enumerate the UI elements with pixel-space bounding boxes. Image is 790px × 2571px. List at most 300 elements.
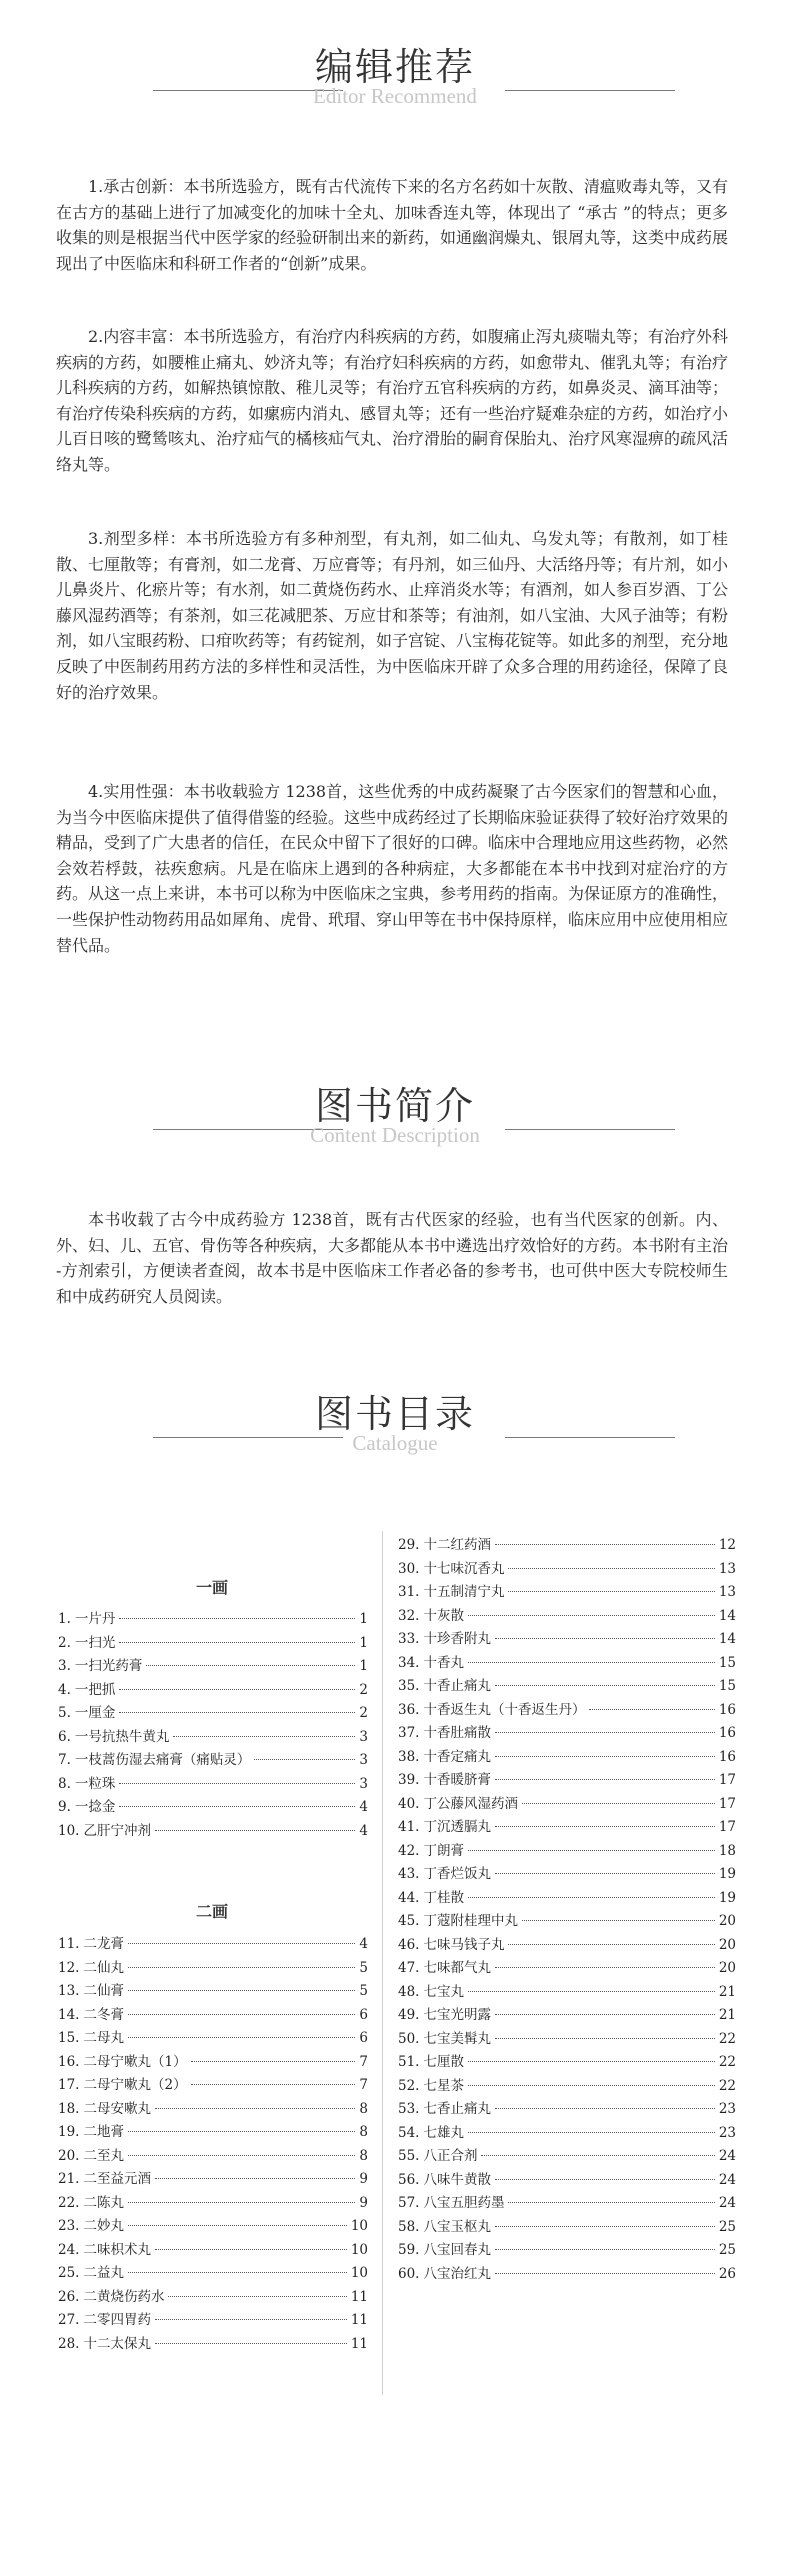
entry-name: 八味牛黄散: [423, 2171, 491, 2188]
content-description-header: [0, 1075, 790, 1155]
dot-leader: [128, 2037, 355, 2038]
entry-number: 6.: [58, 1728, 71, 1745]
catalogue-entry: [398, 1933, 736, 1957]
recommend-paragraph-1: 1.承古创新：本书所选验方，既有古代流传下来的名方名药如十灰散、清瘟败毒丸等，又有在古方的基础上进行了加减变化的加味十全丸、加味香连丸等，体现出了 “承古 ”的特点；更多收集的则是根据当代中医学家的经验研制出来的新药，如通幽润燥丸、银屑丸等，这类中成药展现出了中医临床和科研工作者的“创新”成果。: [56, 177, 729, 273]
entry-name: 十香肚痛散: [423, 1725, 491, 1741]
entry-number: 50.: [398, 2030, 420, 2047]
entry-number: 31.: [398, 1584, 420, 1600]
entry-name: 二至丸: [83, 2147, 124, 2164]
entry-page: 16: [718, 1701, 736, 1718]
entry-name: 二味枳术丸: [83, 2241, 151, 2258]
entry-number: 4.: [58, 1681, 71, 1698]
entry-page: 20: [718, 1913, 736, 1929]
recommend-paragraph-4: 4.实用性强：本书收载验方 1238首，这些优秀的中成药凝聚了古今医家们的智慧和心血，为当今中医临床提供了值得借鉴的经验。这些中成药经过了长期临床验证获得了较好治疗效果的精品，受到了广大患者的信任，在民众中留下了很好的口碑。临床中合理地应用这些药物，必然会效若桴鼓，祛疾愈病。凡是在临床上遇到的各种病症，大多都能在本书中找到对症治疗的方药。从这一点上来讲，本书可以称为中医临床之宝典，参考用药的指南。为保证原方的准确性，一些保护性动物药用品如犀角、虎骨、玳瑁、穿山甲等在书中保持原样，临床应用中应使用相应替代品。: [56, 782, 729, 955]
entry-number: 46.: [398, 1936, 420, 1953]
catalogue-entry: [398, 1745, 736, 1769]
entry-page: 13: [718, 1560, 736, 1577]
dot-leader: [155, 1830, 355, 1831]
catalogue-entry: [58, 2097, 368, 2121]
entry-page: 21: [718, 1983, 736, 2000]
catalogue-entry: [58, 2214, 368, 2238]
entry-name: 一把抓: [74, 1681, 116, 1698]
dot-leader: [468, 1615, 715, 1616]
catalogue-entry: [58, 1795, 368, 1819]
entry-number: 57.: [398, 2195, 420, 2211]
dot-leader: [495, 1967, 715, 1968]
entry-name: 一号抗热牛黄丸: [74, 1728, 170, 1745]
dot-leader: [495, 1732, 715, 1733]
catalogue-entry: [398, 1956, 736, 1980]
entry-name: 二母丸: [83, 2030, 124, 2046]
dot-leader: [495, 1685, 715, 1686]
entry-page: 12: [718, 1537, 736, 1553]
dot-leader: [128, 2131, 355, 2132]
entry-page: 17: [718, 1772, 736, 1788]
entry-page: 22: [718, 2030, 736, 2047]
entry-name: 八宝玉枢丸: [423, 2218, 491, 2235]
entry-name: 二母宁嗽丸（2）: [83, 2077, 187, 2093]
entry-page: 8: [359, 2100, 368, 2117]
entry-page: 5: [359, 1959, 368, 1976]
entry-name: 二龙膏: [83, 1936, 124, 1952]
entry-number: 49.: [398, 2007, 420, 2023]
entry-page: 10: [350, 2241, 368, 2258]
entry-number: 39.: [398, 1772, 420, 1788]
catalogue-entry: [398, 1792, 736, 1816]
entry-number: 55.: [398, 2148, 420, 2164]
entry-name: 二冬膏: [83, 2006, 124, 2023]
dot-leader: [522, 1803, 715, 1804]
entry-page: 6: [359, 2006, 368, 2023]
entry-name: 乙肝宁冲剂: [83, 1822, 151, 1839]
catalogue-entry: [58, 2332, 368, 2356]
entry-name: 八宝治红丸: [423, 2265, 491, 2282]
entry-page: 8: [359, 2124, 368, 2140]
entry-name: 二陈丸: [83, 2194, 124, 2211]
entry-name: 八宝五胆药墨: [423, 2195, 505, 2211]
entry-number: 33.: [398, 1631, 420, 1647]
catalogue-entry: [398, 2238, 736, 2262]
entry-number: 5.: [58, 1705, 71, 1721]
dot-leader: [468, 1897, 715, 1898]
entry-page: 26: [718, 2265, 736, 2282]
entry-number: 17.: [58, 2077, 80, 2093]
entry-number: 59.: [398, 2242, 420, 2258]
entry-page: 15: [718, 1678, 736, 1694]
entry-number: 51.: [398, 2054, 420, 2070]
dot-leader: [495, 1638, 715, 1639]
dot-leader: [468, 2061, 715, 2062]
catalogue-entry: [398, 1862, 736, 1886]
entry-page: 22: [718, 2077, 736, 2094]
entry-name: 七宝美髯丸: [423, 2030, 491, 2047]
entry-number: 36.: [398, 1701, 420, 1718]
catalogue-entry: [58, 1725, 368, 1749]
dot-leader: [128, 2202, 355, 2203]
catalogue-entry: [398, 1886, 736, 1910]
content-description-subtitle: Content Description: [310, 1123, 480, 1147]
entry-number: 35.: [398, 1678, 420, 1694]
entry-number: 32.: [398, 1607, 420, 1624]
entry-name: 二母宁嗽丸（1）: [83, 2053, 187, 2070]
catalogue-entry: [398, 1815, 736, 1839]
catalogue-entry: [398, 1557, 736, 1581]
catalogue-entry: [58, 1631, 368, 1655]
entry-number: 47.: [398, 1960, 420, 1976]
entry-number: 3.: [58, 1658, 71, 1674]
dot-leader: [128, 1943, 355, 1944]
catalogue-entry: [398, 1909, 736, 1933]
catalogue-entry: [398, 1698, 736, 1722]
entry-number: 26.: [58, 2288, 80, 2305]
entry-number: 16.: [58, 2053, 80, 2070]
dot-leader: [495, 2038, 715, 2039]
entry-page: 13: [718, 1584, 736, 1600]
description-paragraph: 本书收载了古今中成药验方 1238首，既有古代医家的经验，也有当代医家的创新。内、外、妇、儿、五官、骨伤等各种疾病，大多都能从本书中遴选出疗效恰好的方药。本书附有主治 -方剂索引，方便读者查阅，故本书是中医临床工作者必备的参考书，也可供中医大专院校师生和中成药研究人员阅读。: [56, 1210, 729, 1306]
entry-name: 十香止痛丸: [423, 1678, 491, 1694]
dot-leader: [191, 2084, 356, 2085]
entry-page: 23: [718, 2101, 736, 2117]
entry-number: 60.: [398, 2265, 420, 2282]
catalogue-subtitle: Catalogue: [352, 1431, 438, 1455]
entry-number: 7.: [58, 1752, 71, 1768]
entry-page: 9: [359, 2194, 368, 2211]
entry-name: 八正合剂: [423, 2148, 478, 2164]
catalogue-table: [46, 1527, 746, 2399]
dot-leader: [254, 1759, 355, 1760]
dot-leader: [128, 1967, 355, 1968]
dot-leader: [508, 1591, 714, 1592]
entry-number: 23.: [58, 2218, 80, 2234]
entry-name: 八宝回春丸: [423, 2242, 491, 2258]
entry-number: 28.: [58, 2335, 80, 2352]
entry-page: 18: [718, 1842, 736, 1859]
entry-name: 七宝光明露: [423, 2007, 491, 2023]
entry-page: 10: [350, 2218, 368, 2234]
dot-leader: [495, 2014, 715, 2015]
entry-page: 8: [359, 2147, 368, 2164]
catalogue-entry: [58, 2003, 368, 2027]
catalogue-title: 图书目录: [314, 1392, 475, 1436]
catalogue-entry: [398, 2074, 736, 2098]
entry-page: 1: [359, 1634, 368, 1651]
entry-number: 38.: [398, 1748, 420, 1765]
editor-recommend-header: [0, 36, 790, 116]
catalogue-entry: [58, 1607, 368, 1631]
dot-leader: [468, 1662, 715, 1663]
catalogue-entry: [398, 1839, 736, 1863]
catalogue-entry: [58, 2167, 368, 2191]
catalogue-entry: [58, 2026, 368, 2050]
catalogue-entry: [398, 2144, 736, 2168]
entry-number: 48.: [398, 1983, 420, 2000]
entry-number: 2.: [58, 1634, 71, 1651]
catalogue-header: [0, 1383, 790, 1463]
catalogue-entry: [58, 1678, 368, 1702]
dot-leader: [508, 1944, 714, 1945]
catalogue-entry: [398, 1980, 736, 2004]
entry-number: 45.: [398, 1913, 420, 1929]
entry-page: 4: [359, 1799, 368, 1815]
entry-name: 二至益元酒: [83, 2171, 151, 2187]
dot-leader: [119, 1783, 355, 1784]
entry-number: 44.: [398, 1889, 420, 1906]
entry-page: 22: [718, 2054, 736, 2070]
entry-page: 7: [359, 2077, 368, 2093]
entry-page: 19: [718, 1889, 736, 1906]
catalogue-entry: [58, 1654, 368, 1678]
catalogue-list-group-1: [58, 1607, 368, 1842]
catalogue-entry: [58, 2238, 368, 2262]
dot-leader: [468, 2132, 715, 2133]
entry-name: 一扫光: [74, 1634, 116, 1651]
dot-leader: [128, 2272, 347, 2273]
dot-leader: [155, 2178, 355, 2179]
dot-leader: [481, 2155, 714, 2156]
entry-page: 24: [718, 2195, 736, 2211]
catalogue-list-group-2: [58, 1932, 368, 2355]
entry-number: 15.: [58, 2030, 80, 2046]
entry-number: 1.: [58, 1611, 71, 1627]
dot-leader: [119, 1712, 355, 1713]
entry-number: 34.: [398, 1654, 420, 1671]
entry-number: 53.: [398, 2101, 420, 2117]
dot-leader: [495, 2179, 715, 2180]
entry-name: 一片丹: [74, 1611, 116, 1627]
entry-page: 2: [359, 1705, 368, 1721]
entry-number: 21.: [58, 2171, 80, 2187]
entry-number: 42.: [398, 1842, 420, 1859]
entry-name: 丁朗膏: [423, 1842, 464, 1859]
entry-number: 41.: [398, 1819, 420, 1835]
entry-name: 七星茶: [423, 2077, 464, 2094]
recommend-paragraph-3: 3.剂型多样：本书所选验方有多种剂型，有丸剂，如二仙丸、乌发丸等；有散剂，如丁桂散、七厘散等；有膏剂，如二龙膏、万应膏等；有丹剂，如三仙丹、大活络丹等；有片剂，如小儿鼻炎片、化瘀片等；有水剂，如二黄烧伤药水、止痒消炎水等；有酒剂，如人参百岁酒、丁公藤风湿药酒等；有茶剂，如三花减肥茶、万应甘和茶等；有油剂，如八宝油、大风子油等；有粉剂，如八宝眼药粉、口疳吹药等；有药锭剂，如子宫锭、八宝梅花锭等。如此多的剂型，充分地反映了中医制药用药方法的多样性和灵活性，为中医临床开辟了众多合理的用药途径，保障了良好的治疗效果。: [56, 529, 729, 702]
catalogue-list-right: [398, 1533, 736, 2285]
entry-name: 一厘金: [74, 1705, 116, 1721]
catalogue-entry: [398, 2003, 736, 2027]
catalogue-entry: [58, 2073, 368, 2097]
entry-name: 十香返生丸（十香返生丹）: [423, 1701, 586, 1718]
catalogue-entry: [398, 2027, 736, 2051]
dot-leader: [128, 2014, 355, 2015]
dot-leader: [495, 1779, 715, 1780]
catalogue-entry: [58, 1701, 368, 1725]
entry-page: 9: [359, 2171, 368, 2187]
dot-leader: [173, 1736, 355, 1737]
dot-leader: [155, 2343, 347, 2344]
dot-leader: [495, 2226, 715, 2227]
catalogue-entry: [58, 2050, 368, 2074]
entry-name: 二仙膏: [83, 1983, 124, 1999]
entry-page: 16: [718, 1748, 736, 1765]
entry-page: 6: [359, 2030, 368, 2046]
catalogue-entry: [398, 2262, 736, 2286]
dot-leader: [495, 1544, 715, 1545]
entry-name: 丁桂散: [423, 1889, 464, 1906]
entry-page: 3: [359, 1728, 368, 1745]
dot-leader: [168, 2296, 346, 2297]
entry-page: 1: [359, 1658, 368, 1674]
dot-leader: [495, 2273, 715, 2274]
dot-leader: [508, 1568, 714, 1569]
entry-number: 8.: [58, 1775, 71, 1792]
entry-number: 27.: [58, 2312, 80, 2328]
dot-leader: [495, 1826, 715, 1827]
dot-leader: [155, 2319, 347, 2320]
entry-page: 10: [350, 2265, 368, 2281]
catalogue-entry: [58, 1979, 368, 2003]
entry-number: 56.: [398, 2171, 420, 2188]
group-heading-2: 二画: [196, 1902, 229, 1921]
entry-page: 1: [359, 1611, 368, 1627]
dot-leader: [468, 1850, 715, 1851]
catalogue-entry: [398, 1533, 736, 1557]
entry-page: 24: [718, 2148, 736, 2164]
dot-leader: [146, 1665, 355, 1666]
entry-number: 58.: [398, 2218, 420, 2235]
catalogue-entry: [398, 1721, 736, 1745]
dot-leader: [128, 1990, 355, 1991]
dot-leader: [155, 2249, 347, 2250]
entry-page: 2: [359, 1681, 368, 1698]
entry-name: 二益丸: [83, 2265, 124, 2281]
catalogue-entry: [398, 2097, 736, 2121]
dot-leader: [495, 1873, 715, 1874]
entry-page: 24: [718, 2171, 736, 2188]
entry-number: 25.: [58, 2265, 80, 2281]
entry-number: 54.: [398, 2124, 420, 2141]
dot-leader: [119, 1618, 355, 1619]
entry-page: 17: [718, 1819, 736, 1835]
entry-page: 25: [718, 2242, 736, 2258]
dot-leader: [128, 2155, 355, 2156]
catalogue-entry: [398, 2168, 736, 2192]
catalogue-entry: [58, 2261, 368, 2285]
entry-name: 一枝蒿伤湿去痛膏（痛贴灵）: [74, 1752, 251, 1768]
entry-page: 15: [718, 1654, 736, 1671]
entry-name: 二地膏: [83, 2124, 124, 2140]
dot-leader: [468, 1991, 715, 1992]
entry-number: 29.: [398, 1537, 420, 1553]
entry-name: 十香丸: [423, 1654, 464, 1671]
entry-number: 24.: [58, 2241, 80, 2258]
entry-page: 4: [359, 1822, 368, 1839]
entry-page: 25: [718, 2218, 736, 2235]
entry-name: 二零四胃药: [83, 2312, 151, 2328]
entry-name: 七味都气丸: [423, 1960, 491, 1976]
catalogue-entry: [58, 2308, 368, 2332]
entry-page: 4: [359, 1936, 368, 1952]
entry-name: 丁沉透膈丸: [423, 1819, 491, 1835]
entry-number: 30.: [398, 1560, 420, 1577]
entry-page: 19: [718, 1866, 736, 1882]
entry-page: 14: [718, 1607, 736, 1624]
dot-leader: [589, 1709, 714, 1710]
entry-page: 11: [350, 2312, 368, 2328]
entry-page: 11: [350, 2288, 368, 2305]
catalogue-entry: [58, 2120, 368, 2144]
editor-recommend-title: 编辑推荐: [314, 45, 475, 89]
entry-page: 3: [359, 1775, 368, 1792]
dot-leader: [508, 2202, 714, 2203]
entry-name: 十五制清宁丸: [423, 1584, 505, 1600]
entry-number: 13.: [58, 1983, 80, 1999]
entry-page: 20: [718, 1936, 736, 1953]
entry-number: 9.: [58, 1799, 71, 1815]
entry-name: 丁公藤风湿药酒: [423, 1795, 518, 1812]
entry-name: 七厘散: [423, 2054, 464, 2070]
entry-number: 37.: [398, 1725, 420, 1741]
entry-name: 一捻金: [74, 1799, 116, 1815]
entry-name: 七宝丸: [423, 1983, 464, 2000]
catalogue-entry: [398, 1768, 736, 1792]
entry-name: 十二红药酒: [423, 1537, 491, 1553]
entry-page: 21: [718, 2007, 736, 2023]
entry-name: 二妙丸: [83, 2218, 124, 2234]
dot-leader: [119, 1642, 355, 1643]
catalogue-entry: [398, 1580, 736, 1604]
catalogue-entry: [398, 2215, 736, 2239]
entry-name: 一粒珠: [74, 1775, 116, 1792]
catalogue-entry: [398, 2121, 736, 2145]
dot-leader: [128, 2225, 347, 2226]
column-divider: [382, 1531, 383, 2395]
entry-number: 12.: [58, 1959, 80, 1976]
catalogue-entry: [398, 1627, 736, 1651]
entry-name: 七香止痛丸: [423, 2101, 491, 2117]
entry-number: 14.: [58, 2006, 80, 2023]
entry-name: 丁香烂饭丸: [423, 1866, 491, 1882]
dot-leader: [495, 2249, 715, 2250]
entry-page: 3: [359, 1752, 368, 1768]
group-heading-1: 一画: [196, 1578, 229, 1597]
dot-leader: [495, 2108, 715, 2109]
catalogue-entry: [398, 1604, 736, 1628]
entry-name: 丁蔻附桂理中丸: [423, 1913, 518, 1929]
catalogue-entry: [58, 1772, 368, 1796]
recommend-paragraph-2: 2.内容丰富：本书所选验方，有治疗内科疾病的方药，如腹痛止泻丸痰喘丸等；有治疗外科疾病的方药，如腰椎止痛丸、妙济丸等；有治疗妇科疾病的方药，如愈带丸、催乳丸等；有治疗儿科疾病的方药，如解热镇惊散、稚儿灵等；有治疗五官科疾病的方药，如鼻炎灵、滴耳油等；有治疗传染科疾病的方药，如瘰疬内消丸、感冒丸等；还有一些治疗疑难杂症的方药，如治疗小儿百日咳的鹭鸶咳丸、治疗疝气的橘核疝气丸、治疗滑胎的嗣育保胎丸、治疗风寒湿痹的疏风活络丸等。: [56, 327, 729, 474]
dot-leader: [522, 1920, 715, 1921]
entry-name: 七味马钱子丸: [423, 1936, 505, 1953]
catalogue-entry: [398, 1651, 736, 1675]
entry-name: 十灰散: [423, 1607, 464, 1624]
entry-name: 一扫光药膏: [74, 1658, 143, 1674]
entry-name: 二黄烧伤药水: [83, 2288, 165, 2305]
catalogue-entry: [58, 2144, 368, 2168]
entry-page: 20: [718, 1960, 736, 1976]
entry-page: 5: [359, 1983, 368, 1999]
catalogue-entry: [58, 1932, 368, 1956]
entry-name: 二母安嗽丸: [83, 2100, 151, 2117]
catalogue-entry: [58, 1819, 368, 1843]
entry-name: 十香暖脐膏: [423, 1772, 491, 1788]
entry-name: 十二太保丸: [83, 2335, 151, 2352]
entry-page: 11: [350, 2335, 368, 2352]
entry-number: 11.: [58, 1936, 80, 1952]
entry-number: 43.: [398, 1866, 420, 1882]
catalogue-entry: [58, 1956, 368, 1980]
catalogue-entry: [58, 1748, 368, 1772]
content-description-title: 图书简介: [314, 1084, 475, 1128]
entry-number: 52.: [398, 2077, 420, 2094]
dot-leader: [191, 2061, 356, 2062]
entry-page: 16: [718, 1725, 736, 1741]
dot-leader: [155, 2108, 355, 2109]
dot-leader: [119, 1689, 355, 1690]
dot-leader: [495, 1756, 715, 1757]
catalogue-entry: [58, 2285, 368, 2309]
catalogue-entry: [398, 1674, 736, 1698]
